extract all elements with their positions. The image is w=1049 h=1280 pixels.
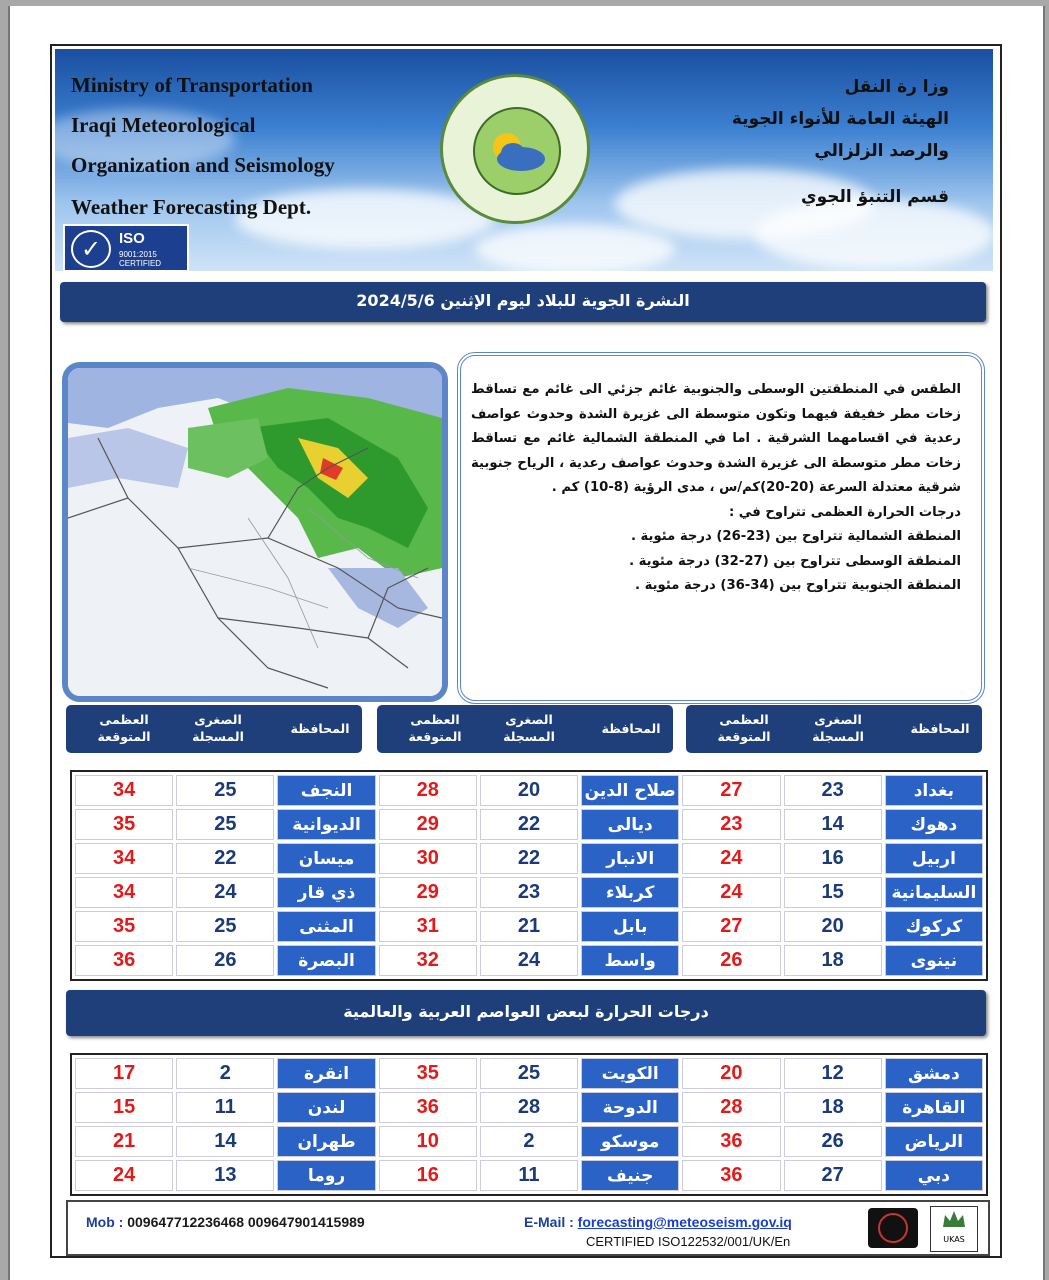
min-temp-cell: 24 [480, 945, 578, 976]
place-name-cell: بغداد [885, 775, 983, 806]
place-name-cell: طهران [277, 1126, 375, 1157]
max-temp-cell: 29 [379, 809, 477, 840]
header-min-line1: الصغرى [814, 712, 862, 727]
header-min-line2: المسجلة [812, 729, 864, 744]
min-temp-cell: 11 [176, 1092, 274, 1123]
header-en-line: Organization and Seismology [71, 153, 335, 177]
header-ar-line: الهيئة العامة للأنواء الجوية [731, 109, 949, 129]
max-temp-cell: 34 [75, 843, 173, 874]
min-temp-cell: 25 [176, 809, 274, 840]
header-ar-line: وزا رة النقل [844, 77, 949, 97]
max-temp-cell: 31 [379, 911, 477, 942]
min-temp-cell: 11 [480, 1160, 578, 1191]
max-temp-cell: 27 [682, 775, 780, 806]
min-temp-cell: 2 [480, 1126, 578, 1157]
min-temp-cell: 22 [176, 843, 274, 874]
header-banner [55, 49, 993, 271]
min-temp-cell: 2 [176, 1058, 274, 1089]
max-temp-cell: 30 [379, 843, 477, 874]
min-temp-cell: 25 [176, 775, 274, 806]
max-temp-cell: 24 [682, 843, 780, 874]
max-temp-cell: 28 [682, 1092, 780, 1123]
column-header-group [686, 705, 982, 753]
capitals-title: درجات الحرارة لبعض العواصم العربية والعالمية [343, 1002, 709, 1021]
sun-cloud-icon [475, 109, 559, 193]
column-header-group [66, 705, 362, 753]
place-name-cell: صلاح الدين [581, 775, 679, 806]
place-name-cell: ذي قار [277, 877, 375, 908]
header-min-line1: الصغرى [194, 712, 242, 727]
email-label: E-Mail : [524, 1214, 574, 1230]
place-name-cell: السليمانية [885, 877, 983, 908]
min-temp-cell: 23 [784, 775, 882, 806]
min-temp-cell: 25 [176, 911, 274, 942]
header-ar-line: والرصد الزلزالي [814, 141, 949, 161]
table-row [75, 809, 983, 840]
min-temp-cell: 27 [784, 1160, 882, 1191]
certification-text: CERTIFIED ISO122532/001/UK/En [586, 1234, 791, 1249]
place-name-cell: القاهرة [885, 1092, 983, 1123]
iso-title: ISO [119, 230, 145, 247]
place-name-cell: ديالى [581, 809, 679, 840]
column-header-group [377, 705, 673, 753]
table-row [75, 1092, 983, 1123]
header-max-line1: العظمى [99, 712, 149, 727]
max-temp-cell: 24 [682, 877, 780, 908]
max-temp-cell: 36 [379, 1092, 477, 1123]
email-link[interactable]: forecasting@meteoseism.gov.iq [577, 1214, 792, 1230]
max-temp-cell: 34 [75, 877, 173, 908]
place-name-cell: موسكو [581, 1126, 679, 1157]
header-en-line: Weather Forecasting Dept. [71, 195, 312, 219]
iso-badge [63, 224, 189, 271]
header-en-line: Iraqi Meteorological [71, 113, 256, 137]
ukas-label: UKAS [943, 1235, 965, 1244]
min-temp-cell: 23 [480, 877, 578, 908]
min-temp-cell: 22 [480, 843, 578, 874]
crc-logo [868, 1208, 918, 1248]
max-temp-cell: 35 [379, 1058, 477, 1089]
place-name-cell: دمشق [885, 1058, 983, 1089]
max-temp-cell: 16 [379, 1160, 477, 1191]
max-temp-cell: 20 [682, 1058, 780, 1089]
min-temp-cell: 28 [480, 1092, 578, 1123]
forecast-description-box [457, 352, 985, 704]
place-name-cell: كربلاء [581, 877, 679, 908]
place-name-cell: دبي [885, 1160, 983, 1191]
contact-footer [66, 1200, 990, 1256]
table-row [75, 843, 983, 874]
description-line: المنطقة الوسطى تتراوح بين (27-32) درجة مئوية . [629, 553, 961, 569]
cloud-shape [475, 224, 675, 271]
forecast-description [471, 378, 961, 599]
place-name-cell: ميسان [277, 843, 375, 874]
min-temp-cell: 13 [176, 1160, 274, 1191]
header-en-line: Ministry of Transportation [71, 73, 313, 97]
max-temp-cell: 29 [379, 877, 477, 908]
max-temp-cell: 21 [75, 1126, 173, 1157]
max-temp-cell: 15 [75, 1092, 173, 1123]
provinces-table [70, 770, 988, 981]
max-temp-cell: 17 [75, 1058, 173, 1089]
max-temp-cell: 28 [379, 775, 477, 806]
place-name-cell: الرياض [885, 1126, 983, 1157]
header-governorate: المحافظة [601, 721, 661, 736]
place-name-cell: اربيل [885, 843, 983, 874]
min-temp-cell: 20 [784, 911, 882, 942]
description-paragraph: الطقس في المنطقتين الوسطى والجنوبية غائم جزئي الى غائم مع تساقط زخات مطر خفيفة فيهما وتكون متوسطة الى غزيرة الشدة وحدوث عواصف رعدية في اقسامهما الشرقية . اما في المنطقة الشمالية غائم مع تساقط زخات مطر متوسطة الى غزيرة الشدة وحدوث عواصف رعدية ، الرياح جنوبية شرقية معتدلة السرعة (20-20)كم/س ، مدى الرؤية (8-10) كم . [471, 382, 961, 495]
description-line: درجات الحرارة العظمى تتراوح في : [728, 504, 961, 520]
description-line: المنطقة الشمالية تتراوح بين (23-26) درجة مئوية . [630, 529, 961, 544]
organization-logo [440, 74, 590, 224]
min-temp-cell: 25 [480, 1058, 578, 1089]
max-temp-cell: 36 [682, 1126, 780, 1157]
place-name-cell: واسط [581, 945, 679, 976]
header-max-line2: المتوقعة [97, 729, 151, 744]
place-name-cell: الدوحة [581, 1092, 679, 1123]
header-max-line1: العظمى [410, 712, 460, 727]
min-temp-cell: 22 [480, 809, 578, 840]
table-row [75, 1058, 983, 1089]
cloud-shape [755, 199, 993, 269]
mobile-numbers [86, 1214, 365, 1230]
max-temp-cell: 36 [682, 1160, 780, 1191]
place-name-cell: روما [277, 1160, 375, 1191]
place-name-cell: النجف [277, 775, 375, 806]
description-line: المنطقة الجنوبية تتراوح بين (34-36) درجة مئوية . [635, 578, 961, 593]
bulletin-title: النشرة الجوية للبلاد ليوم الإثنين 2024/5/6 [356, 291, 690, 310]
radar-map-image [68, 368, 442, 696]
check-icon: ✓ [71, 230, 111, 268]
max-temp-cell: 24 [75, 1160, 173, 1191]
max-temp-cell: 10 [379, 1126, 477, 1157]
place-name-cell: كركوك [885, 911, 983, 942]
min-temp-cell: 14 [784, 809, 882, 840]
place-name-cell: نينوى [885, 945, 983, 976]
capitals-table [70, 1053, 988, 1196]
radar-map [62, 362, 448, 702]
header-min-line2: المسجلة [192, 729, 244, 744]
max-temp-cell: 27 [682, 911, 780, 942]
min-temp-cell: 14 [176, 1126, 274, 1157]
min-temp-cell: 15 [784, 877, 882, 908]
table-row [75, 945, 983, 976]
min-temp-cell: 24 [176, 877, 274, 908]
logo-emblem [473, 107, 561, 195]
header-max-line1: العظمى [719, 712, 769, 727]
min-temp-cell: 16 [784, 843, 882, 874]
mobile-value: 009647712236468 009647901415989 [127, 1214, 365, 1230]
table-row [75, 877, 983, 908]
max-temp-cell: 32 [379, 945, 477, 976]
place-name-cell: الكويت [581, 1058, 679, 1089]
crown-icon [939, 1207, 969, 1233]
place-name-cell: انقرة [277, 1058, 375, 1089]
place-name-cell: لندن [277, 1092, 375, 1123]
min-temp-cell: 21 [480, 911, 578, 942]
crc-icon [868, 1208, 918, 1248]
header-min-line1: الصغرى [505, 712, 553, 727]
min-temp-cell: 26 [784, 1126, 882, 1157]
mobile-label: Mob : [86, 1214, 124, 1230]
max-temp-cell: 35 [75, 911, 173, 942]
table-row [75, 1126, 983, 1157]
email-row [524, 1214, 792, 1230]
table-row [75, 775, 983, 806]
capitals-title-bar [66, 990, 986, 1036]
ukas-logo [930, 1206, 978, 1252]
iso-certified: CERTIFIED [119, 259, 162, 268]
header-min-line2: المسجلة [503, 729, 555, 744]
table-row [75, 911, 983, 942]
header-governorate: المحافظة [290, 721, 350, 736]
min-temp-cell: 20 [480, 775, 578, 806]
header-ar-line: قسم التنبؤ الجوي [801, 187, 949, 207]
place-name-cell: دهوك [885, 809, 983, 840]
table-row [75, 1160, 983, 1191]
header-governorate: المحافظة [910, 721, 970, 736]
place-name-cell: الانبار [581, 843, 679, 874]
place-name-cell: المثنى [277, 911, 375, 942]
min-temp-cell: 26 [176, 945, 274, 976]
max-temp-cell: 36 [75, 945, 173, 976]
max-temp-cell: 35 [75, 809, 173, 840]
iso-standard: 9001:2015 [119, 250, 157, 259]
min-temp-cell: 12 [784, 1058, 882, 1089]
min-temp-cell: 18 [784, 1092, 882, 1123]
place-name-cell: البصرة [277, 945, 375, 976]
bulletin-title-bar [60, 282, 986, 322]
header-max-line2: المتوقعة [408, 729, 462, 744]
header-max-line2: المتوقعة [717, 729, 771, 744]
max-temp-cell: 26 [682, 945, 780, 976]
place-name-cell: الديوانية [277, 809, 375, 840]
max-temp-cell: 23 [682, 809, 780, 840]
min-temp-cell: 18 [784, 945, 882, 976]
place-name-cell: جنيف [581, 1160, 679, 1191]
place-name-cell: بابل [581, 911, 679, 942]
max-temp-cell: 34 [75, 775, 173, 806]
